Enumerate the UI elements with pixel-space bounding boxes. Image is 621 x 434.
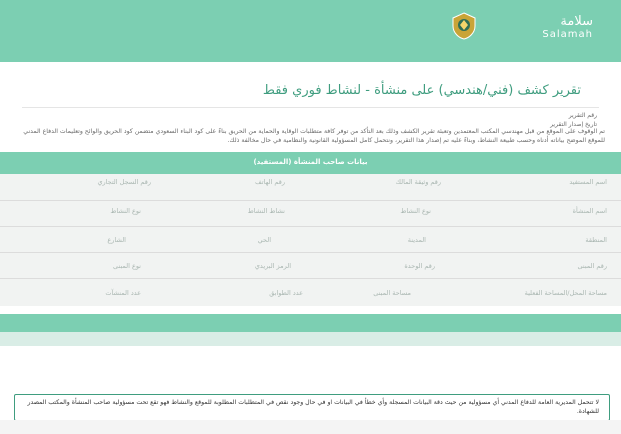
info-cell: نشاط النشاط bbox=[247, 207, 285, 215]
info-cell: رقم الوحدة bbox=[404, 262, 435, 270]
info-cell: عدد المنشآت bbox=[105, 289, 141, 297]
section-footer-bar bbox=[0, 314, 621, 332]
civil-defense-logo-icon bbox=[451, 12, 477, 40]
info-cell: نوع النشاط bbox=[110, 207, 141, 215]
section-bottom-strip bbox=[0, 332, 621, 346]
beneficiary-info-table bbox=[0, 174, 621, 306]
info-cell: اسم المنشأة bbox=[572, 207, 607, 215]
brand-name-english: Salamah bbox=[542, 29, 593, 40]
info-cell: رقم وثيقة المالك bbox=[395, 178, 441, 186]
section-title: بيانات صاحب المنشأة (المستفيد) bbox=[253, 158, 368, 166]
info-cell: رقم المبنى bbox=[577, 262, 607, 270]
info-cell: مساحة المبنى bbox=[373, 289, 411, 297]
disclaimer-text: لا تتحمل المديرية العامة للدفاع المدني أي مسؤولية من حيث دقة البيانات المسجلة وأي خطأ في البيانات او في حال وجود نقص في المتطلبات المطلوبة للموقع والنشاط فهو تقع تحت مسؤولية صاحب المنشأة والمكتب المصدر للشهادة. bbox=[27, 399, 599, 415]
report-number-label: رقم التقرير bbox=[568, 112, 597, 119]
row-divider bbox=[0, 200, 621, 201]
row-divider bbox=[0, 226, 621, 227]
report-date-label: تاريخ إصدار التقرير bbox=[550, 121, 597, 128]
info-cell: مساحة المحل/المساحة الفعلية bbox=[524, 289, 607, 297]
info-cell: الرمز البريدي bbox=[254, 262, 291, 270]
info-cell: عدد الطوابق bbox=[269, 289, 303, 297]
info-cell: نوع النشاط bbox=[400, 207, 431, 215]
disclaimer-box bbox=[14, 394, 610, 421]
report-paragraph: تم الوقوف على الموقع من قبل مهندسي المكتب المعتمدين وتعبئة تقرير الكشف وذلك بعد التأكد من توفر كافة متطلبات الوقاية والحماية من الحريق بناءً على كود البناء السعودي متضمن كود الحريق والوائح وتعليمات الدفاع المدني للموقع الموضح بياناته أدناه وحسب طبيعة النشاط، وبناءً عليه تم إصدار هذا التقرير، ونتحمل كامل المسؤولية القانونية والنظامية في حال مخالفة ذلك. bbox=[23, 128, 605, 144]
info-cell: نوع المبنى bbox=[113, 262, 141, 270]
info-cell: المنطقة bbox=[585, 236, 607, 244]
info-cell: المدينة bbox=[407, 236, 426, 244]
header-bar bbox=[0, 0, 621, 62]
brand bbox=[542, 14, 593, 41]
row-divider bbox=[0, 278, 621, 279]
info-cell: رقم الهاتف bbox=[255, 178, 285, 186]
info-cell: رقم السجل التجاري bbox=[97, 178, 151, 186]
row-divider bbox=[0, 252, 621, 253]
info-cell: الشارع bbox=[107, 236, 126, 244]
page-bottom bbox=[0, 420, 621, 434]
info-cell: الحي bbox=[257, 236, 271, 244]
page-title: تقرير كشف (فني/هندسي) على منشأة - لنشاط فوري فقط bbox=[262, 83, 581, 98]
info-cell: اسم المستفيد bbox=[569, 178, 607, 186]
brand-name-arabic: سلامة bbox=[560, 14, 593, 29]
title-divider bbox=[22, 107, 599, 108]
